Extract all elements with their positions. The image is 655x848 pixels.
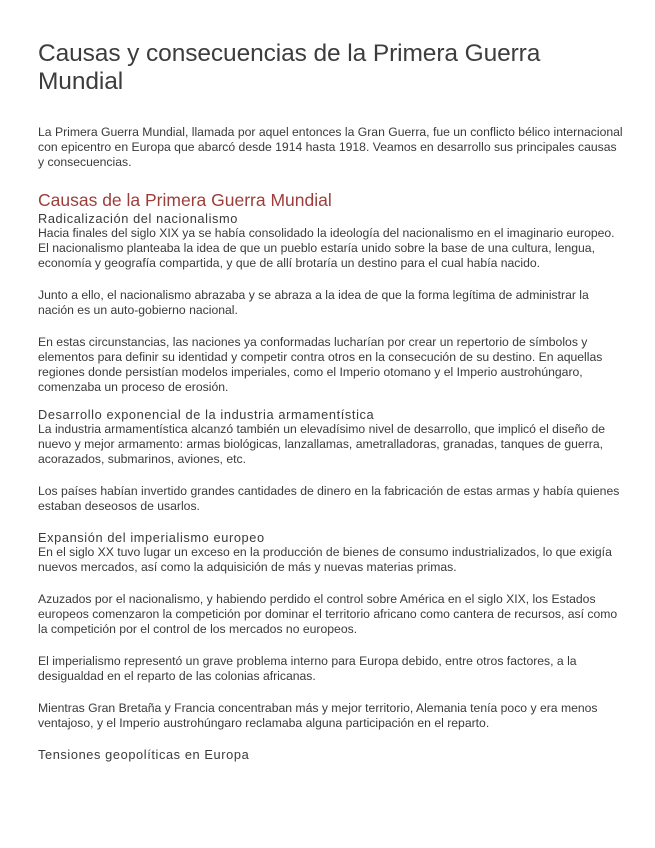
subheading-geopolitics: Tensiones geopolíticas en Europa (38, 747, 250, 762)
page-title: Causas y consecuencias de la Primera Guerra Mundial (38, 40, 541, 95)
subheading-arms-industry: Desarrollo exponencial de la industria armamentística (38, 407, 375, 422)
document-page (38, 40, 623, 762)
subheading-imperialism: Expansión del imperialismo europeo (38, 530, 265, 545)
paragraph-imperialism-2: Azuzados por el nacionalismo, y habiendo perdido el control sobre América en el siglo XIX, los Estados europeos comenzaron la competición por dominar el territorio africano como cantera de recursos, así como la competición por el control de los mercados no europeos. (38, 592, 618, 636)
paragraph-arms-1: La industria armamentística alcanzó también un elevadísimo nivel de desarrollo, que implicó el diseño de nuevo y mejor armamento: armas biológicas, lanzallamas, ametralladoras, granadas, tanques de guerra, acorazados, submarinos, aviones, etc. (38, 422, 606, 466)
paragraph-imperialism-1: En el siglo XX tuvo lugar un exceso en la producción de bienes de consumo industrializados, lo que exigía nuevos mercados, así como la adquisición de más y nuevas materias primas. (38, 545, 612, 574)
paragraph-imperialism-4: Mientras Gran Bretaña y Francia concentraban más y mejor territorio, Alemania tenía poco y era menos ventajoso, y el Imperio austrohúngaro reclamaba alguna participación en el reparto. (38, 701, 598, 730)
section-heading-causes: Causas de la Primera Guerra Mundial (38, 190, 332, 210)
paragraph-nationalism-2: Junto a ello, el nacionalismo abrazaba y se abraza a la idea de que la forma legítima de administrar la nación es un auto-gobierno nacional. (38, 288, 589, 317)
subheading-nationalism: Radicalización del nacionalismo (38, 211, 238, 226)
paragraph-imperialism-3: El imperialismo representó un grave problema interno para Europa debido, entre otros factores, a la desigualdad en el reparto de las colonias africanas. (38, 654, 577, 683)
paragraph-nationalism-3: En estas circunstancias, las naciones ya conformadas lucharían por crear un repertorio de símbolos y elementos para definir su identidad y competir contra otros en la consecución de su destino. En aquellas regiones donde persistían modelos imperiales, como el Imperio otomano y el Imperio austrohúngaro, comenzaba un proceso de erosión. (38, 335, 603, 394)
paragraph-nationalism-1: Hacia finales del siglo XIX ya se había consolidado la ideología del nacionalismo en el imaginario europeo. El nacionalismo planteaba la idea de que un pueblo estaría unido sobre la base de una cultura, lengua, economía y geografía compartida, y que de allí brotaría un destino para el cual había nacido. (38, 226, 615, 270)
intro-paragraph: La Primera Guerra Mundial, llamada por aquel entonces la Gran Guerra, fue un conflicto bélico internacional con epicentro en Europa que abarcó desde 1914 hasta 1918. Veamos en desarrollo sus principales causas y consecuencias. (38, 125, 623, 169)
paragraph-arms-2: Los países habían invertido grandes cantidades de dinero en la fabricación de estas armas y había quienes estaban deseosos de usarlos. (38, 484, 620, 513)
